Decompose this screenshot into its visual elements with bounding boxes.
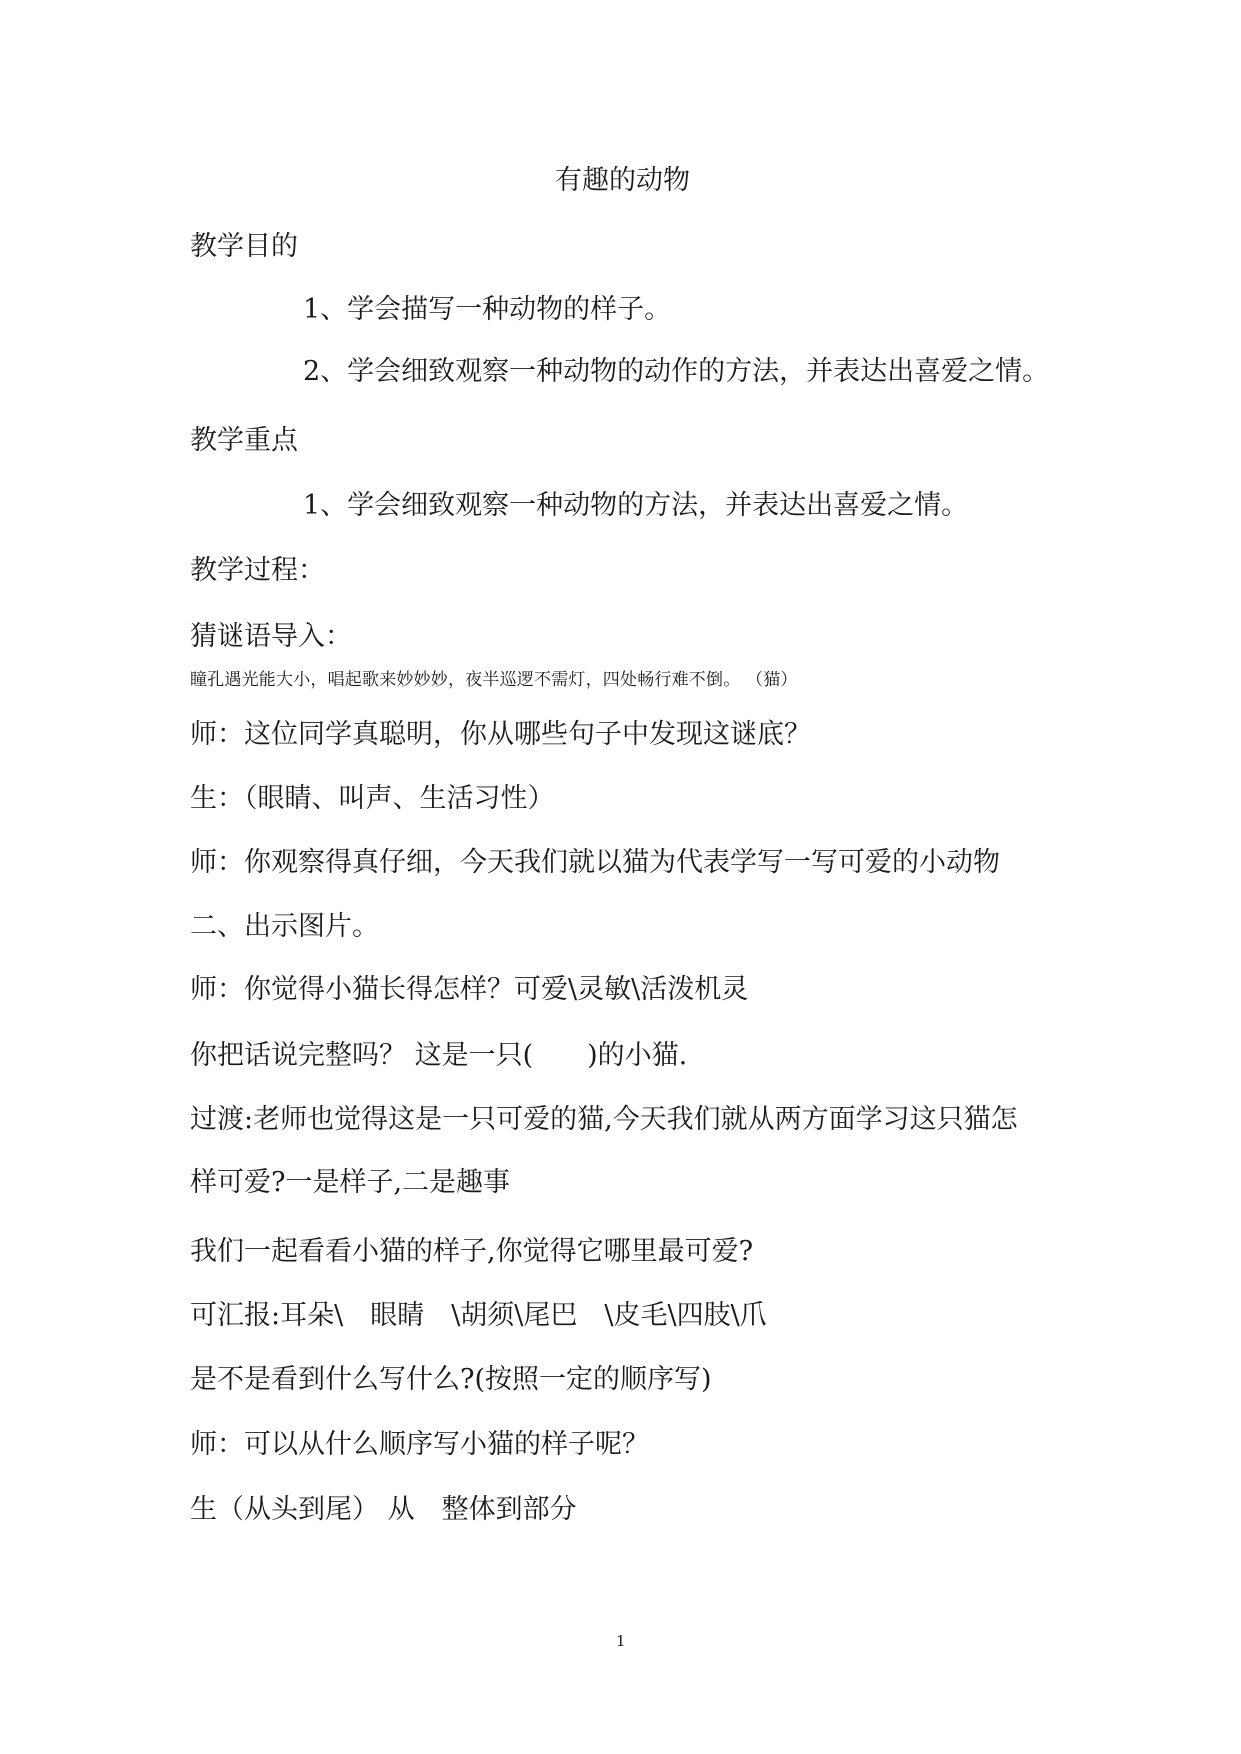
dialogue-line: 你把话说完整吗？ 这是一只( )的小猫. [190, 1040, 688, 1071]
dialogue-line: 师：可以从什么顺序写小猫的样子呢？ [190, 1429, 649, 1460]
transition-line: 过渡:老师也觉得这是一只可爱的猫,今天我们就从两方面学习这只猫怎 [190, 1104, 1018, 1135]
objective-item-2: 2、学会细致观察一种动物的动作的方法，并表达出喜爱之情。 [303, 356, 1050, 387]
riddle-intro: 猜谜语导入： [190, 621, 352, 652]
riddle-text: 瞳孔遇光能大小，唱起歌来妙妙妙，夜半巡逻不需灯，四处畅行难不倒。 （猫） [190, 670, 798, 690]
section-heading-process: 教学过程： [190, 555, 325, 586]
key-point-item-1: 1、学会细致观察一种动物的方法，并表达出喜爱之情。 [303, 490, 969, 521]
dialogue-line: 生（从头到尾） 从 整体到部分 [190, 1494, 577, 1525]
objective-item-1: 1、学会描写一种动物的样子。 [303, 294, 672, 325]
dialogue-line: 是不是看到什么写什么?(按照一定的顺序写) [190, 1364, 712, 1395]
transition-line-continued: 样可爱?一是样子,二是趣事 [190, 1167, 511, 1198]
dialogue-line: 生：（眼睛、叫声、生活习性） [190, 783, 555, 814]
section-heading-show-pictures: 二、出示图片。 [190, 911, 379, 942]
section-heading-key-points: 教学重点 [190, 425, 298, 456]
dialogue-line: 师：这位同学真聪明，你从哪些句子中发现这谜底？ [190, 719, 811, 750]
dialogue-line: 师：你觉得小猫长得怎样？可爱\灵敏\活泼机灵 [190, 974, 749, 1005]
dialogue-line: 师：你观察得真仔细，今天我们就以猫为代表学写一写可爱的小动物 [190, 847, 1000, 878]
dialogue-line: 我们一起看看小猫的样子,你觉得它哪里最可爱? [190, 1236, 754, 1267]
page-number: 1 [616, 1632, 626, 1650]
page-title: 有趣的动物 [555, 165, 690, 196]
report-line: 可汇报:耳朵\ 眼睛 \胡须\尾巴 \皮毛\四肢\爪 [190, 1300, 767, 1331]
section-heading-objectives: 教学目的 [190, 231, 298, 262]
